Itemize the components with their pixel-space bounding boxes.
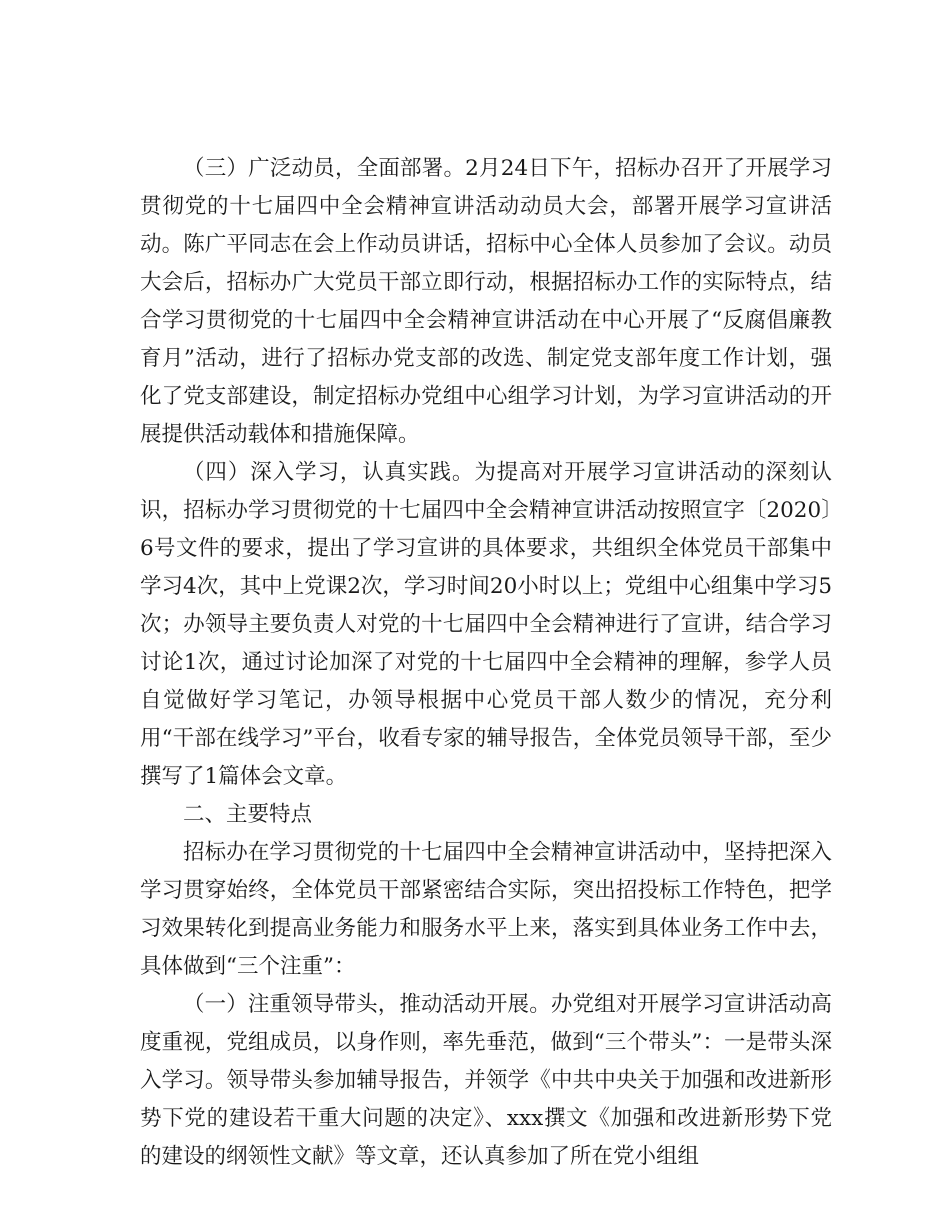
document-body [140, 150, 832, 1176]
paragraph-features-intro: 招标办在学习贯彻党的十七届四中全会精神宣讲活动中，坚持把深入学习贯穿始终，全体党员干部紧密结合实际，突出招投标工作特色，把学习效果转化到提高业务能力和服务水平上来，落实到具体业务工作中去，具体做到“三个注重”： [140, 840, 832, 979]
paragraph-study-practice: （四）深入学习，认真实践。为提高对开展学习宣讲活动的深刻认识，招标办学习贯彻党的十七届四中全会精神宣讲活动按照宣字〔2020〕6号文件的要求，提出了学习宣讲的具体要求，共组织全体党员干部集中学习4次，其中上党课2次，学习时间20小时以上；党组中心组集中学习5次；办领导主要负责人对党的十七届四中全会精神进行了宣讲，结合学习讨论1次，通过讨论加深了对党的十七届四中全会精神的理解，参学人员自觉做好学习笔记，办领导根据中心党员干部人数少的情况，充分利用“干部在线学习”平台，收看专家的辅导报告，全体党员领导干部，至少撰写了1篇体会文章。 [140, 460, 832, 789]
paragraph-leadership: （一）注重领导带头，推动活动开展。办党组对开展学习宣讲活动高度重视，党组成员，以身作则，率先垂范，做到“三个带头”：一是带头深入学习。领导带头参加辅导报告，并领学《中共中央关于加强和改进新形势下党的建设若干重大问题的决定》、xxx撰文《加强和改进新形势下党的建设的纲领性文献》等文章，还认真参加了所在党小组组 [140, 992, 832, 1169]
paragraph-mobilization: （三）广泛动员，全面部署。2月24日下午，招标办召开了开展学习贯彻党的十七届四中全会精神宣讲活动动员大会，部署开展学习宣讲活动。陈广平同志在会上作动员讲话，招标中心全体人员参加了会议。动员大会后，招标办广大党员干部立即行动，根据招标办工作的实际特点，结合学习贯彻党的十七届四中全会精神宣讲活动在中心开展了“反腐倡廉教育月”活动，进行了招标办党支部的改选、制定党支部年度工作计划，强化了党支部建设，制定招标办党组中心组学习计划，为学习宣讲活动的开展提供活动载体和措施保障。 [140, 156, 832, 447]
section-heading-main-features: 二、主要特点 [183, 802, 313, 827]
